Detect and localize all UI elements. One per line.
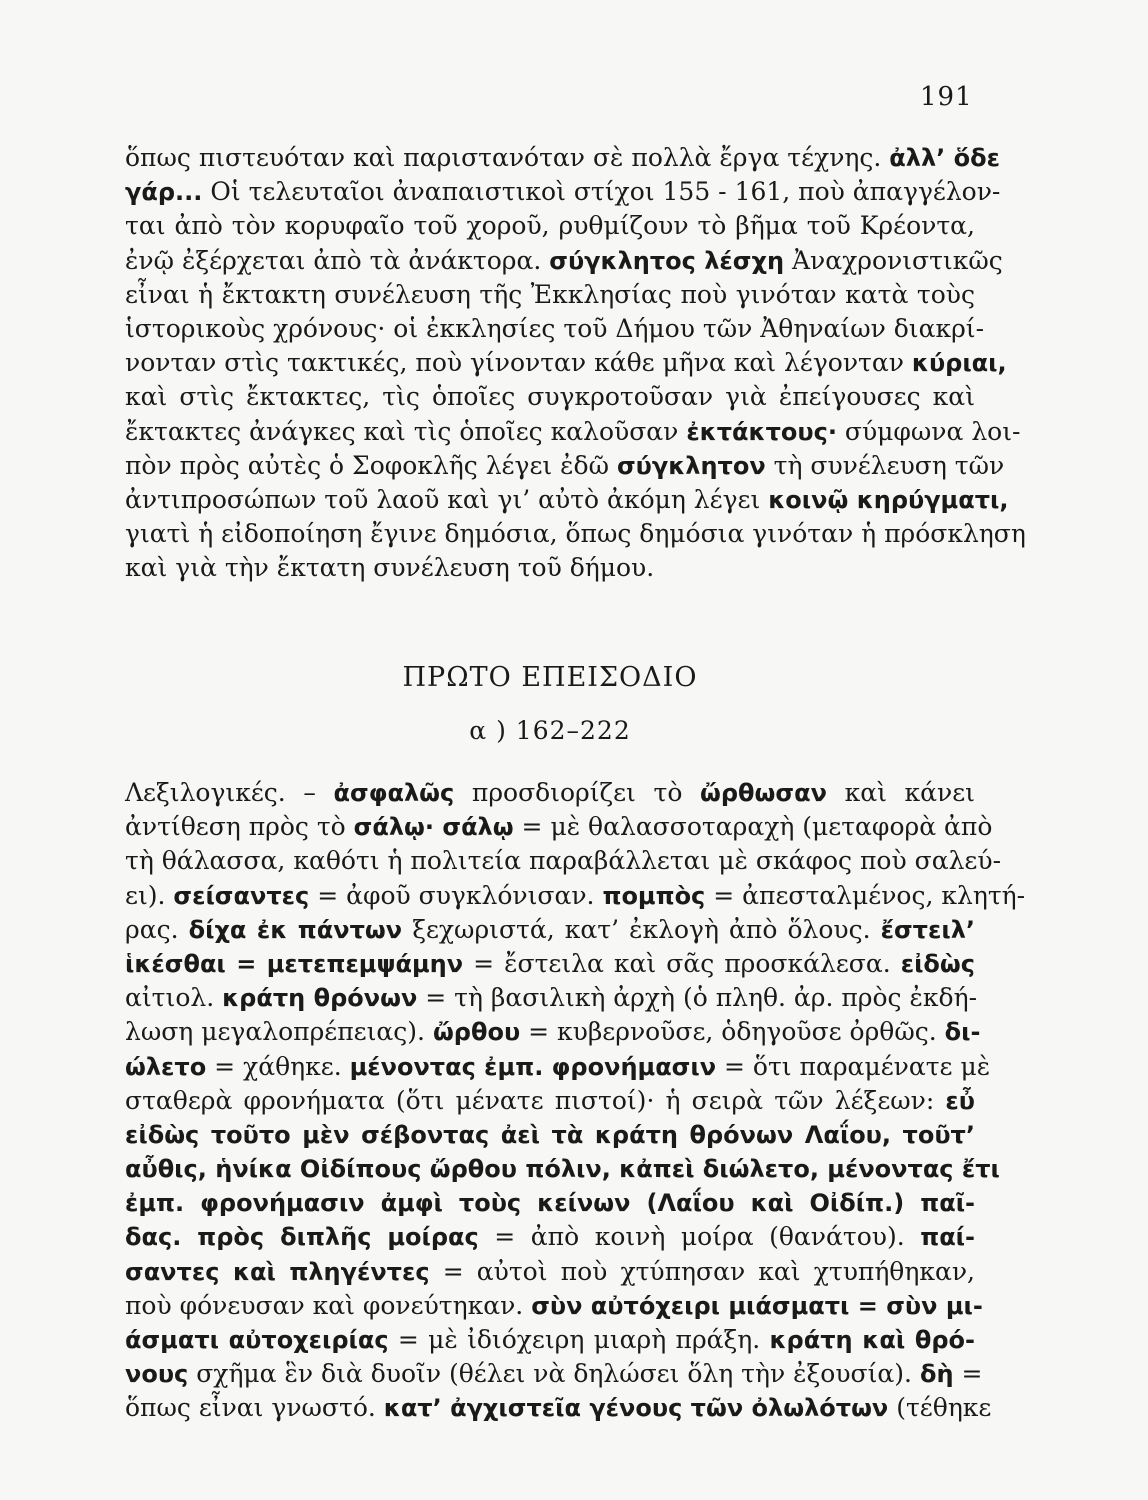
lemma-term: σύγκλητον	[616, 451, 766, 480]
lemma-term: κατ’ ἀγχιστεῖα γένους τῶν ὀλωλότων	[383, 1394, 889, 1423]
text-segment: ται ἀπὸ τὸν κορυφαῖο τοῦ χοροῦ, ρυθμίζουν τὸ βῆμα τοῦ Κρέοντα,	[125, 211, 975, 241]
lemma-term: ώλετο	[125, 1052, 207, 1081]
lemma-term: άσματι αὐτοχειρίας	[125, 1326, 389, 1354]
lemma-term: ἱκέσθαι = μετεπεμψάμην	[125, 949, 464, 978]
text-line	[125, 449, 1005, 483]
text-segment: ξεχωριστά, κατ’ ἐκλογὴ ἀπὸ ὅλους.	[402, 914, 881, 944]
text-line	[125, 1357, 983, 1391]
text-segment: σταθερὰ φρονήματα (ὅτι μένατε πιστοί)· ἡ σειρὰ τῶν λέξεων:	[125, 1085, 946, 1115]
text-line	[125, 1084, 975, 1118]
text-segment: αἰτιολ.	[125, 983, 223, 1013]
lemma-term: πομπὸς	[602, 881, 706, 910]
lemma-term: γάρ...	[125, 178, 203, 207]
text-line	[125, 209, 975, 243]
lemma-term: ἀσφαλῶς	[333, 779, 455, 807]
text-line	[125, 346, 1007, 380]
text-line	[125, 947, 975, 981]
text-line	[125, 380, 975, 414]
text-line	[125, 844, 1002, 878]
text-segment: = ἀπεσταλμένος, κλητή-	[705, 880, 1026, 910]
lemma-term: σαντες καὶ πληγέντες	[125, 1257, 430, 1286]
text-line	[125, 913, 975, 947]
text-segment: = κυβερνοῦσε, ὁδηγοῦσε ὀρθῶς.	[520, 1017, 945, 1047]
text-segment: Ἀναχρονιστικῶς	[784, 245, 1003, 275]
text-line	[125, 1186, 975, 1220]
lemma-term: κράτη καὶ θρό-	[769, 1326, 975, 1354]
text-line	[125, 517, 1026, 551]
lemma-term: σείσαντες	[173, 881, 310, 910]
text-line	[125, 312, 985, 346]
text-segment: = ἔστειλα καὶ σᾶς προσκάλεσα.	[463, 948, 901, 978]
lemma-term: κράτη θρόνων	[222, 984, 418, 1013]
lemma-term: δι-	[944, 1018, 981, 1047]
text-line	[125, 1255, 975, 1289]
text-segment: νονταν στὶς τακτικές, ποὺ γίνονταν κάθε μῆνα καὶ λέγονταν	[125, 348, 912, 378]
text-segment: καὶ γιὰ τὴν ἔκτατη συνέλευση τοῦ δήμου.	[125, 553, 655, 583]
text-segment: λωση μεγαλοπρέπειας).	[125, 1017, 433, 1047]
lemma-term: σύγκλητος λέσχη	[549, 246, 785, 275]
text-line	[125, 879, 1026, 913]
text-segment: καὶ κάνει	[826, 778, 975, 807]
text-segment: (τέθηκε	[888, 1393, 992, 1423]
text-segment: = αὐτοὶ ποὺ χτύπησαν καὶ χτυπήθηκαν,	[429, 1256, 975, 1286]
text-line	[125, 1323, 975, 1357]
text-line	[125, 141, 1000, 175]
text-segment: = τὴ βασιλικὴ ἀρχὴ (ὁ πληθ. ἀρ. πρὸς ἐκδή-	[417, 983, 978, 1013]
text-line	[125, 415, 1021, 449]
text-line	[125, 278, 975, 312]
lemma-term: δας. πρὸς διπλῆς μοίρας	[125, 1223, 479, 1252]
lemma-term: εὖ	[945, 1086, 975, 1115]
text-segment: Λεξιλογικές. –	[125, 778, 334, 807]
text-segment: γιατὶ ἡ εἰδοποίηση ἔγινε δημόσια, ὅπως δημόσια γινόταν ἡ πρόσκληση	[125, 519, 1026, 549]
text-segment: ἱστορικοὺς χρόνους· οἱ ἐκκλησίες τοῦ Δήμου τῶν Ἀθηναίων διακρί-	[125, 313, 985, 343]
lemma-term: ἐκτάκτους·	[686, 417, 837, 446]
lemma-term: εἰδὼς	[900, 949, 976, 978]
lemma-term: κοινῷ κηρύγματι,	[768, 485, 1009, 514]
text-segment: πὸν πρὸς αὐτὲς ὁ Σοφοκλῆς λέγει ἐδῶ	[125, 450, 617, 480]
lemma-term: μένοντας ἐμπ. φρονήμασιν	[349, 1052, 717, 1081]
text-line	[125, 551, 975, 585]
lemma-term: παί-	[920, 1223, 975, 1252]
text-line	[125, 175, 1001, 209]
text-segment: εἶναι ἡ ἔκτακτη συνέλευση τῆς Ἐκκλησίας ποὺ γινόταν κατὰ τοὺς	[125, 279, 975, 309]
text-segment: σχῆμα ἓν διὰ δυοῖν (θέλει νὰ δηλώσει ὅλη τὴν ἐξουσία).	[188, 1359, 920, 1389]
page-number: 191	[920, 82, 973, 112]
text-segment: τὴ θάλασσα, καθότι ἡ πολιτεία παραβάλλεται μὲ σκάφος ποὺ σαλεύ-	[125, 846, 1002, 876]
text-segment: ἔκτακτες ἀνάγκες καὶ τὶς ὁποῖες καλοῦσαν	[125, 416, 687, 446]
text-segment: ὅπως πιστευόταν καὶ παριστανόταν σὲ πολλὰ ἔργα τέχνης.	[125, 143, 890, 172]
text-segment: ἀντίθεση πρὸς τὸ	[125, 812, 354, 842]
lemma-term: σὺν αὐτόχειρι μιάσματι = σὺν μι-	[531, 1291, 983, 1320]
lemma-term: ἔστειλ’	[880, 915, 975, 944]
text-segment: ρας.	[125, 914, 189, 944]
text-line	[125, 981, 978, 1015]
text-segment: σύμφωνα λοι-	[836, 416, 1021, 446]
text-segment: Οἱ τελευταῖοι ἀναπαιστικοὶ στίχοι 155 - 161, ποὺ ἀπαγγέλον-	[202, 177, 1001, 207]
text-line	[125, 1391, 992, 1425]
lemma-term: ὤρθωσαν	[700, 779, 827, 807]
text-segment: =	[953, 1359, 983, 1389]
text-segment: ἐνῷ ἐξέρχεται ἀπὸ τὰ ἀνάκτορα.	[125, 245, 550, 275]
text-segment: ει).	[125, 880, 174, 910]
text-segment: ὅπως εἶναι γνωστό.	[125, 1393, 384, 1423]
intro-paragraph	[125, 141, 1026, 585]
text-line	[125, 1220, 975, 1254]
text-line	[125, 1152, 1000, 1186]
lemma-term: ὤρθου	[432, 1018, 521, 1047]
lemma-term: δίχα ἐκ πάντων	[188, 915, 403, 944]
text-segment: = μὲ θαλασσοταραχὴ (μεταφορὰ ἀπὸ	[513, 812, 993, 842]
text-segment: = ἀπὸ κοινὴ μοίρα (θανάτου).	[478, 1222, 921, 1252]
text-line	[125, 810, 993, 844]
text-segment: = μὲ ἰδιόχειρη μιαρὴ πράξη.	[388, 1325, 770, 1354]
text-line	[125, 1118, 975, 1152]
text-line	[125, 244, 1003, 278]
text-line	[125, 1015, 981, 1049]
lemma-term: ἐμπ. φρονήμασιν ἀμφὶ τοὺς κείνων (Λαΐου καὶ Οἰδίπ.) παῖ-	[125, 1189, 975, 1218]
section-subtitle: α ) 162–222	[469, 716, 631, 745]
text-segment: καὶ στὶς ἔκτακτες, τὶς ὁποῖες συγκροτοῦσαν γιὰ ἐπείγουσες καὶ	[125, 382, 975, 412]
text-line	[125, 483, 1009, 517]
section-title: ΠΡΩΤΟ ΕΠΕΙΣΟΔΙΟ	[402, 662, 698, 693]
text-segment: ποὺ φόνευσαν καὶ φονεύτηκαν.	[125, 1290, 532, 1320]
lexical-notes-paragraph	[125, 776, 1026, 1426]
text-line	[125, 1289, 983, 1323]
text-segment: ἀντιπροσώπων τοῦ λαοῦ καὶ γι’ αὐτὸ ἀκόμη λέγει	[125, 484, 769, 514]
lemma-term: δὴ	[919, 1360, 954, 1389]
lemma-term: σάλῳ· σάλῳ	[353, 813, 514, 842]
text-line	[125, 776, 975, 810]
text-segment: = ἀφοῦ συγκλόνισαν.	[309, 880, 603, 910]
text-segment: = ὅτι παραμένατε μὲ	[716, 1051, 991, 1081]
lemma-term: κύριαι,	[911, 349, 1007, 378]
text-segment: = χάθηκε.	[206, 1051, 350, 1081]
lemma-term: εἰδὼς τοῦτο μὲν σέβοντας ἀεὶ τὰ κράτη θρόνων Λαΐου, τοῦτ’	[125, 1120, 975, 1149]
text-line	[125, 1050, 991, 1084]
lemma-term: ἀλλ’ ὅδε	[889, 144, 1000, 172]
lemma-term: αὖθις, ἡνίκα Οἰδίπους ὤρθου πόλιν, κἀπεὶ διώλετο, μένοντας ἔτι	[125, 1155, 1000, 1184]
lemma-term: νους	[125, 1360, 189, 1389]
text-segment: τὴ συνέλευση τῶν	[765, 450, 1005, 480]
text-segment: προσδιορίζει τὸ	[454, 778, 701, 807]
